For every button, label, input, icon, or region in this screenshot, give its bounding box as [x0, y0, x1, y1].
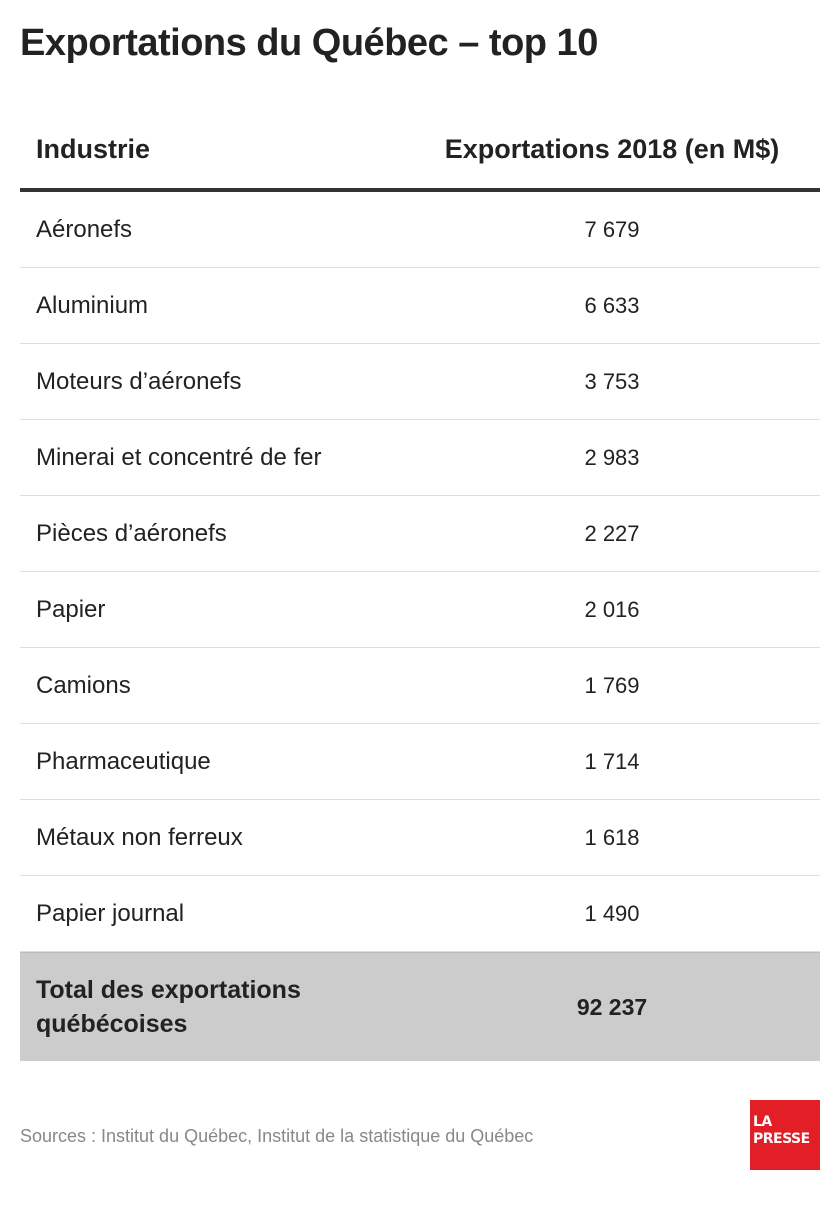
- industry-name: Camions: [36, 671, 131, 699]
- export-value: 7 679: [584, 216, 640, 242]
- total-value: 92 237: [576, 993, 648, 1020]
- industry-name: Papier: [36, 595, 106, 623]
- table-header: [20, 110, 820, 192]
- export-value: 6 633: [584, 292, 640, 318]
- industry-name: Pharmaceutique: [36, 747, 211, 775]
- export-value: 1 618: [584, 824, 640, 850]
- table-row: [20, 496, 820, 572]
- logo-line-2: PRESSE: [753, 1131, 810, 1147]
- industry-name: Métaux non ferreux: [36, 823, 243, 851]
- chart-title: Exportations du Québec – top 10: [20, 22, 598, 64]
- export-value: 2 983: [584, 444, 640, 470]
- source-note: Sources : Institut du Québec, Institut de la statistique du Québec: [20, 1126, 534, 1146]
- logo-line-1: LA: [753, 1114, 772, 1130]
- total-label: Total des exportations québécoises: [36, 976, 301, 1038]
- la-presse-logo: [750, 1100, 820, 1170]
- table-row: [20, 724, 820, 800]
- export-value: 2 227: [584, 520, 640, 546]
- exports-table: [20, 110, 820, 1061]
- table-row: [20, 648, 820, 724]
- export-value: 1 769: [584, 672, 640, 698]
- table-row: [20, 192, 820, 268]
- column-header-industry: Industrie: [36, 133, 151, 164]
- table-row: [20, 800, 820, 876]
- table-row: [20, 572, 820, 648]
- industry-name: Papier journal: [36, 899, 185, 927]
- table-body: [20, 192, 820, 952]
- export-value: 1 714: [584, 748, 640, 774]
- table-row: [20, 420, 820, 496]
- total-row: [20, 952, 820, 1061]
- industry-name: Aéronefs: [36, 215, 133, 243]
- column-header-exports: Exportations 2018 (en M$): [444, 133, 780, 164]
- export-value: 1 490: [584, 900, 640, 926]
- table-row: [20, 876, 820, 952]
- industry-name: Minerai et concentré de fer: [36, 443, 322, 471]
- export-value: 3 753: [584, 368, 640, 394]
- export-value: 2 016: [584, 596, 640, 622]
- industry-name: Aluminium: [36, 291, 149, 319]
- industry-name: Pièces d’aéronefs: [36, 519, 227, 547]
- table-row: [20, 344, 820, 420]
- industry-name: Moteurs d’aéronefs: [36, 367, 242, 395]
- table-row: [20, 268, 820, 344]
